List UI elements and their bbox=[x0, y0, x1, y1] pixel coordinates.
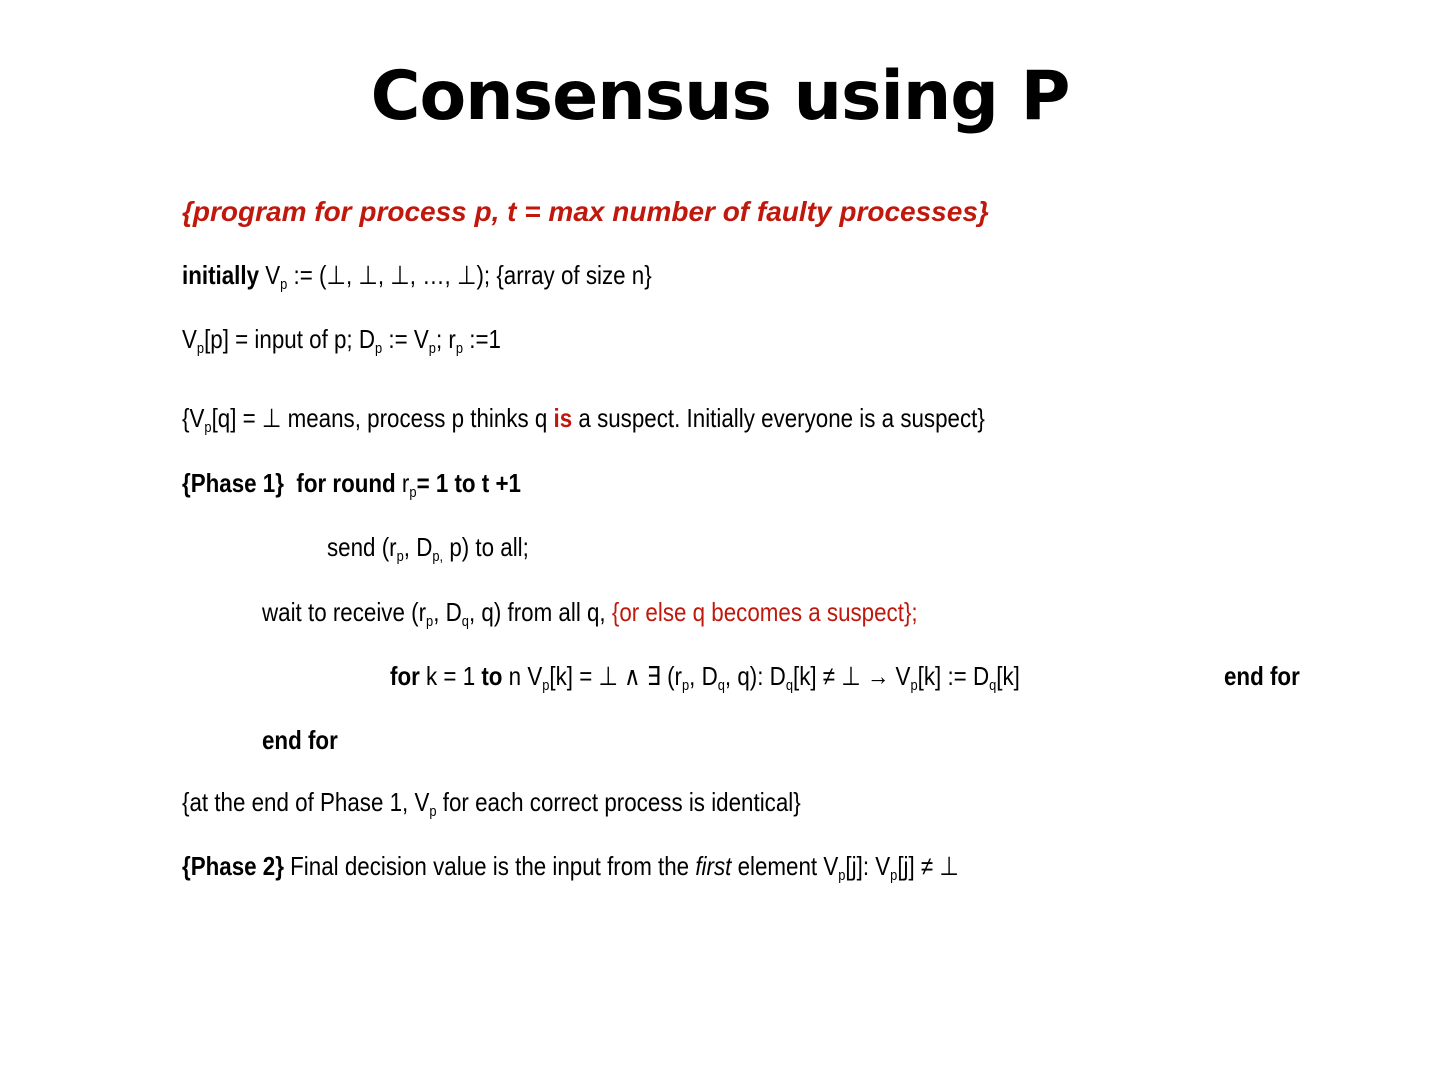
suspect-comment: {or else q becomes a suspect}; bbox=[611, 597, 918, 627]
text: [k] = ⊥ ∧ ∃ (r bbox=[549, 661, 682, 691]
text: send (r bbox=[327, 532, 397, 562]
subscript: p, bbox=[432, 548, 444, 565]
subscript: p bbox=[455, 340, 464, 357]
subscript: p bbox=[910, 677, 918, 694]
text: [k] ≠ ⊥ → V bbox=[792, 661, 911, 691]
inner-end-for: end for bbox=[1224, 661, 1300, 691]
slide-title: Consensus using P bbox=[370, 57, 1070, 136]
init-assign-line bbox=[182, 322, 501, 356]
phase1-line bbox=[182, 466, 521, 500]
text: [q] = ⊥ means, process p thinks q bbox=[211, 403, 554, 433]
phase2-label: {Phase 2} bbox=[182, 851, 284, 881]
to-keyword: to bbox=[481, 661, 503, 691]
subscript: q bbox=[461, 613, 469, 630]
initially-rest: := (⊥, ⊥, ⊥, …, ⊥); {array of size n} bbox=[287, 260, 652, 290]
subscript: p bbox=[429, 803, 437, 820]
suspect-note bbox=[182, 401, 985, 435]
text: :=1 bbox=[463, 324, 501, 354]
text: element V bbox=[731, 851, 839, 881]
subscript: p bbox=[396, 548, 404, 565]
subscript: q bbox=[989, 677, 997, 694]
text: ; r bbox=[435, 324, 456, 354]
v-symbol: V bbox=[182, 324, 197, 354]
text: a suspect. Initially everyone is a suspect} bbox=[572, 403, 985, 433]
subscript: p bbox=[409, 484, 417, 501]
subscript: p bbox=[681, 677, 690, 694]
text: , D bbox=[403, 532, 433, 562]
text: {at the end of Phase 1, V bbox=[182, 787, 430, 817]
text: [k] bbox=[996, 661, 1020, 691]
subscript: q bbox=[785, 677, 793, 694]
wait-line bbox=[262, 595, 918, 629]
text: , q) from all q, bbox=[468, 597, 612, 627]
phase1-label: {Phase 1} bbox=[182, 468, 284, 498]
text: wait to receive (r bbox=[262, 597, 427, 627]
for-keyword: for bbox=[390, 661, 420, 691]
initially-keyword: initially bbox=[182, 260, 260, 290]
initially-line bbox=[182, 258, 652, 292]
program-comment: {program for process p, t = max number of faulty processes} bbox=[182, 196, 989, 227]
v-symbol: V bbox=[265, 260, 281, 290]
text: [j]: V bbox=[845, 851, 891, 881]
subscript: p bbox=[375, 340, 383, 357]
text: k = 1 bbox=[419, 661, 482, 691]
subscript: q bbox=[717, 677, 725, 694]
round-range: = 1 to t +1 bbox=[416, 468, 521, 498]
is-emphasis: is bbox=[553, 403, 573, 433]
subscript: p bbox=[890, 867, 898, 884]
text: r bbox=[395, 468, 410, 498]
subscript: p bbox=[204, 419, 212, 436]
send-line bbox=[327, 530, 529, 564]
subscript: p bbox=[428, 340, 436, 357]
inner-for-line bbox=[390, 659, 1020, 693]
subscript: p bbox=[838, 867, 846, 884]
text: := V bbox=[382, 324, 429, 354]
text: p) to all; bbox=[443, 532, 529, 562]
phase1-end-note bbox=[182, 785, 801, 819]
text: {V bbox=[182, 403, 205, 433]
text: [p] = input of p; D bbox=[204, 324, 376, 354]
text: , q): D bbox=[724, 661, 786, 691]
subscript: p bbox=[280, 276, 288, 293]
phase2-line bbox=[182, 849, 959, 883]
subscript: p bbox=[542, 677, 550, 694]
text: [j] ≠ ⊥ bbox=[897, 851, 959, 881]
text: [k] := D bbox=[917, 661, 990, 691]
text: n V bbox=[502, 661, 543, 691]
subscript: p bbox=[426, 613, 434, 630]
text: , D bbox=[689, 661, 718, 691]
text: , D bbox=[433, 597, 462, 627]
text: for each correct process is identical} bbox=[436, 787, 801, 817]
for-round-keyword: for round bbox=[296, 468, 396, 498]
outer-end-for: end for bbox=[262, 725, 338, 755]
first-emphasis: first bbox=[695, 851, 732, 881]
text: Final decision value is the input from the bbox=[283, 851, 696, 881]
subscript: p bbox=[196, 340, 205, 357]
